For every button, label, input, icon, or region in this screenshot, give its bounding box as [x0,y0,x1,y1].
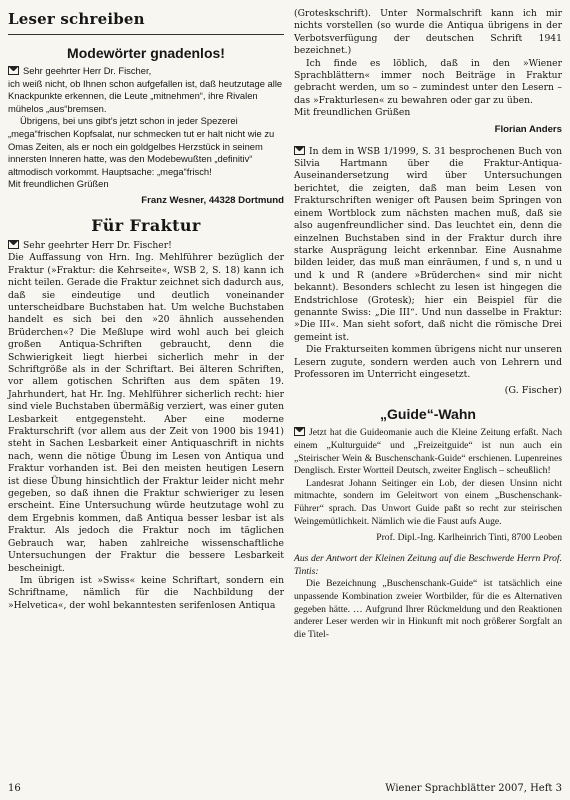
article-body-fraktur [8,239,284,612]
paragraph: Landesrat Johann Seitinger ein Lob, der diesen Unsinn nicht mitmachte, sondern im Geleitwort von einem „Buschenschank-Führer“ sprach. Das Unwort Guide paßt so recht zur steirischen Weingemütlichkeit. Nämlich wie die Faust aufs Auge. [294,477,562,527]
letter-lead: Jetzt hat die Guideomanie auch die Kleine Zeitung erfaßt. Nach einem „Kulturguide“ und „Freizeitguide“ ist nun auch ein „Steirischer Wein & Buschenschank-Guide“ erschienen. Lupenreines Denglisch. Erster Wortteil Deutsch, zweiter Englisch – scheußlich! [294,427,562,477]
page-number: 16 [8,783,21,794]
letter-icon [294,427,305,436]
article-body-fraktur-continued [294,8,562,120]
letter-icon [8,240,19,249]
article-body-modewoerter [8,65,284,191]
section-rule [8,34,284,35]
paragraph: Ich finde es löblich, daß in den »Wiener Sprachblättern« immer noch Beiträge in Fraktur gebracht werden, um so – zumindest unter den Lesern – das »Frakturlesen« zu bewahren oder gar zu üben. [294,57,562,106]
signature-modewoerter: Franz Wesner, 44328 Dortmund [141,194,284,206]
reply-text: Die Bezeichnung „Buschenschank-Guide“ ist tatsächlich eine unpassende Kombination zweier Wortbilder, für die es Alternativen gegeben hätte. … Aufgrund Ihrer Rückmeldung und den Reaktionen anderer Leser werden wir in Hinkunft mit noch größerer Sorgfalt an die Titel- [294,578,562,640]
issue-label: Wiener Sprachblätter 2007, Heft 3 [385,783,562,794]
reply-intro: Aus der Antwort der Kleinen Zeitung auf die Beschwerde Herrn Prof. Tintis: [294,553,562,577]
signature-fischer: (G. Fischer) [504,385,562,397]
letter-greeting: Sehr geehrter Herr Dr. Fischer, [8,65,284,78]
paragraph: (Groteskschrift). Unter Normalschrift kann ich mir nichts vorstellen (so wurde die Antiqua übrigens in der Verbotsverfügung der deutschen Schrift 1941 bezeichnet.) [294,8,562,57]
section-title: Leser schreiben [8,10,145,28]
paragraph: Die Frakturseiten kommen übrigens nicht nur unseren Lesern zugute, sondern werden auch von Lehrern und Professoren im Unterricht eingesetzt. [294,344,562,380]
left-column [8,8,284,612]
letter-icon [294,146,305,155]
paragraph: Im übrigen ist »Swiss« keine Schriftart, sondern ein Schriftname, nämlich für die Nachbildung der »Helvetica«, der wohl bekanntesten serifenlosen Antiqua [8,574,284,611]
signature-anders: Florian Anders [494,123,562,135]
letter-lead: In dem in WSB 1/1999, S. 31 besprochenen Buch von Silvia Hartmann über die Fraktur-Antiqua-Auseinandersetzung wird über Untersuchungen berichtet, die zeigten, daß man beim Lesen von Frakturschriften weniger oft Pausen beim Springen von einem Wortblock zum nächsten machen muß, daß sie also augenfreundlicher sind. Das leuchtet ein, denn die einzelnen Buchstaben sind in der Fraktur durch ihre starke Ausprägung leicht erkennbar. Eine Ausnahme bilden leider, das muß man einräumen, f und s, n und u und k und R (andere »Brüderchen« sind mir nicht bekannt). Besonders schlecht zu lesen ist hingegen die Endstrichlose (Grotesk); hier ein Beispiel für die genannte Swiss: „Die III“. Und nun dasselbe in Fraktur: »Die III«. Man sieht sofort, daß nicht die römische Drei gemeint ist. [294,145,562,343]
closing: Mit freundlichen Grüßen [294,107,411,119]
paragraph: Die Auffassung von Hrn. Ing. Mehlführer bezüglich der Fraktur (»Fraktur: die Kehrseite«, WSB 2, S. 18) kann ich nicht teilen. Gerade die Fraktur zeichnet sich dadurch aus, daß sie eindeutige und deutlich voneinander unterscheidbare Buchstaben hat. Um welche Buchstaben handelt es sich bei den »20 ähnlich aussehenden Brüderchen«? Die Meßlupe wird wohl auch bei gleich großen Antiqua-Schriften gebraucht, denn die Schwierigkeit liegt hierbei sicherlich mehr in der Schriftgröße als in der Schriftart. Bei älteren Schriften, vor allem gotischen Schriften aus dem späten 19. Jahrhundert, hat Hr. Ing. Mehlführer sicherlich recht: hier sind viele Buchstaben übermäßig verziert, was einer guten Lesbarkeit entgegensteht. Aber eine moderne Frakturschrift (vor allem aus der Zeit von 1900 bis 1941) steht in Sachen Lesbarkeit einer Antiquaschrift in nichts nach, wenn die nötige Übung im Lesen von Antiqua und Fraktur vorhanden ist. Bei den meisten heutigen Lesern ist diese Übung hinsichtlich der Fraktur leider nicht mehr gegeben, so daß ihnen die Fraktur schwieriger zu lesen erscheint. Eine Untersuchung würde heutzutage wohl zu dem Ergebnis kommen, daß Antiqua besser lesbar ist als Fraktur. Als jedoch die Fraktur noch im täglichen Gebrauch war, haben zahlreiche wissenschaftliche Untersuchungen der Fraktur die bessere Lesbarkeit bescheinigt. [8,252,284,574]
closing: Mit freundlichen Grüßen [8,178,109,190]
article-body-guide [294,426,562,528]
paragraph: ich weiß nicht, ob Ihnen schon aufgefallen ist, daß heutzutage alle Knackpunkte erkennen, die Leute „mitnehmen“, ihre Rivalen mühelos „aus“bremsen. [8,77,283,114]
paragraph: Übrigens, bei uns gibt’s jetzt schon in jeder Spezerei „mega“frischen Kopfsalat, nur schmecken tut er halt nicht wie zu Omas Zeiten, als er noch ein goldgelbes Herzstück in seinem innersten Inneren hatte, was den Modebewußten „definitiv“ altmodisch vorkommt. Hauptsache: „mega“frisch! [8,115,275,177]
article-title-fraktur: Für Fraktur [91,215,201,235]
letter-greeting: Sehr geehrter Herr Dr. Fischer! [8,239,284,252]
letter-icon [8,66,19,75]
signature-tinti: Prof. Dipl.-Ing. Karlheinrich Tinti, 8700 Leoben [376,532,562,544]
article-title-modewoerter: Modewörter gnadenlos! [67,45,225,61]
article-title-guide: „Guide“-Wahn [380,406,476,423]
article-body-silvia [294,145,562,382]
page-footer [8,780,562,794]
right-column [294,8,562,641]
